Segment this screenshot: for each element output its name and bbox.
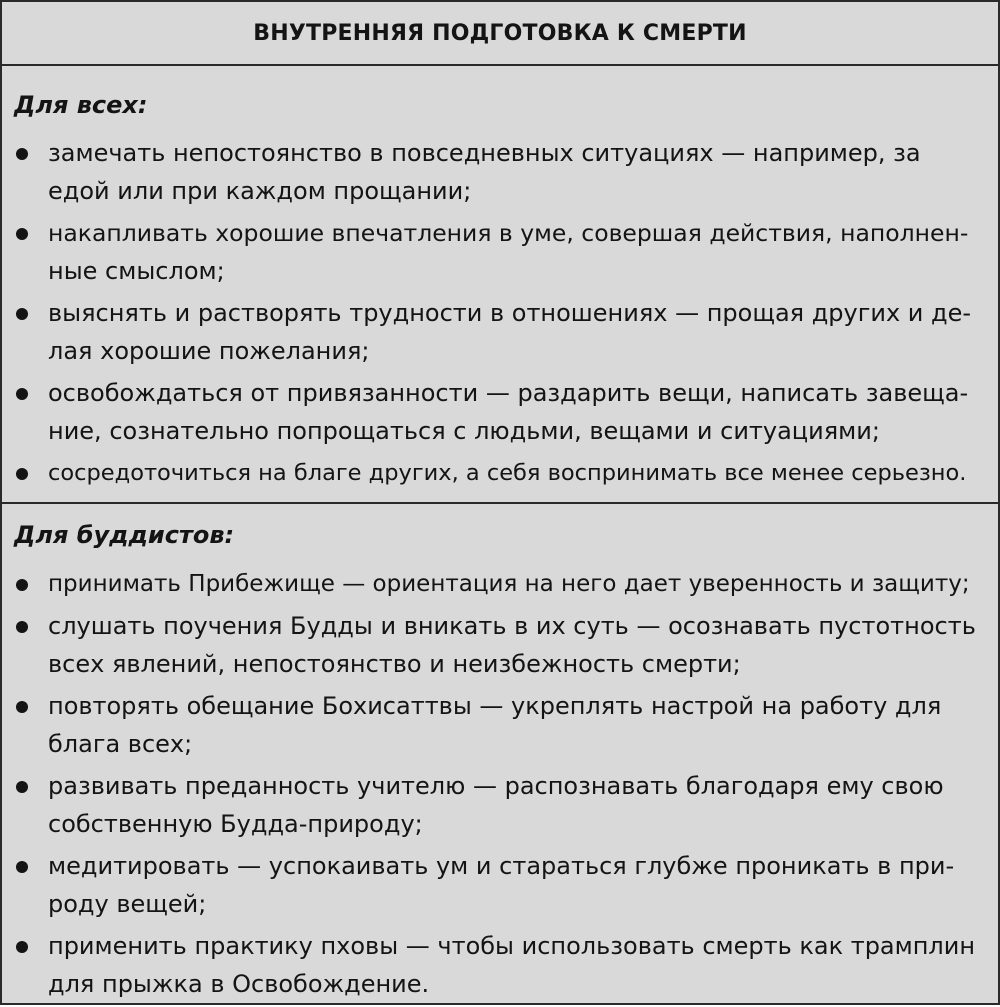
section-for-buddhists (2, 504, 998, 1003)
item-line: ные смыслом; (48, 257, 225, 285)
bullet-icon (16, 861, 28, 873)
bullet-list (2, 565, 998, 1007)
list-item (2, 847, 998, 923)
bullet-icon (16, 579, 28, 591)
list-item (2, 927, 998, 1003)
item-line: принимать Прибежище — ориентация на него дает уверенность и защиту; (48, 571, 970, 597)
list-item (2, 767, 998, 843)
item-line: выяснять и растворять трудности в отношениях — прощая других и де- (48, 299, 972, 327)
list-item (2, 565, 998, 603)
bullet-icon (16, 468, 28, 480)
item-line: всех явлений, непостоянство и неизбежность смерти; (48, 650, 741, 678)
item-line: освобождаться от привязанности — раздарить вещи, написать завеща- (48, 379, 969, 407)
item-line: лая хорошие пожелания; (48, 337, 370, 365)
section-title: Для буддистов: (14, 521, 235, 549)
list-item (2, 214, 998, 290)
bullet-icon (16, 941, 28, 953)
bullet-list (2, 134, 998, 496)
list-item (2, 687, 998, 763)
item-line: замечать непостоянство в повседневных ситуациях — например, за (48, 139, 921, 167)
item-line: едой или при каждом прощании; (48, 177, 472, 205)
item-line: накапливать хорошие впечатления в уме, совершая действия, наполнен- (48, 219, 969, 247)
item-line: повторять обещание Бохисаттвы — укреплять настрой на работу для (48, 692, 942, 720)
bullet-icon (16, 308, 28, 320)
list-item (2, 294, 998, 370)
item-line: медитировать — успокаивать ум и стараться глубже проникать в при- (48, 852, 955, 880)
list-item (2, 454, 998, 492)
bullet-icon (16, 781, 28, 793)
box-title: ВНУТРЕННЯЯ ПОДГОТОВКА К СМЕРТИ (2, 2, 998, 66)
section-title: Для всех: (14, 91, 148, 119)
item-line: развивать преданность учителю — распознавать благодаря ему свою (48, 772, 944, 800)
bullet-icon (16, 621, 28, 633)
item-line: блага всех; (48, 730, 193, 758)
list-item (2, 607, 998, 683)
item-line: сосредоточиться на благе других, а себя воспринимать все менее серьезно. (48, 460, 967, 486)
item-line: слушать поучения Будды и вникать в их суть — осознавать пустотность (48, 612, 976, 640)
bullet-icon (16, 148, 28, 160)
bullet-icon (16, 228, 28, 240)
item-line: собственную Будда-природу; (48, 810, 423, 838)
list-item (2, 134, 998, 210)
section-for-everyone (2, 66, 998, 504)
bullet-icon (16, 701, 28, 713)
item-line: применить практику пховы — чтобы использовать смерть как трамплин (48, 932, 976, 960)
bullet-icon (16, 388, 28, 400)
item-line: роду вещей; (48, 890, 207, 918)
item-line: для прыжка в Освобождение. (48, 970, 430, 998)
list-item (2, 374, 998, 450)
item-line: ние, сознательно попрощаться с людьми, вещами и ситуациями; (48, 417, 880, 445)
